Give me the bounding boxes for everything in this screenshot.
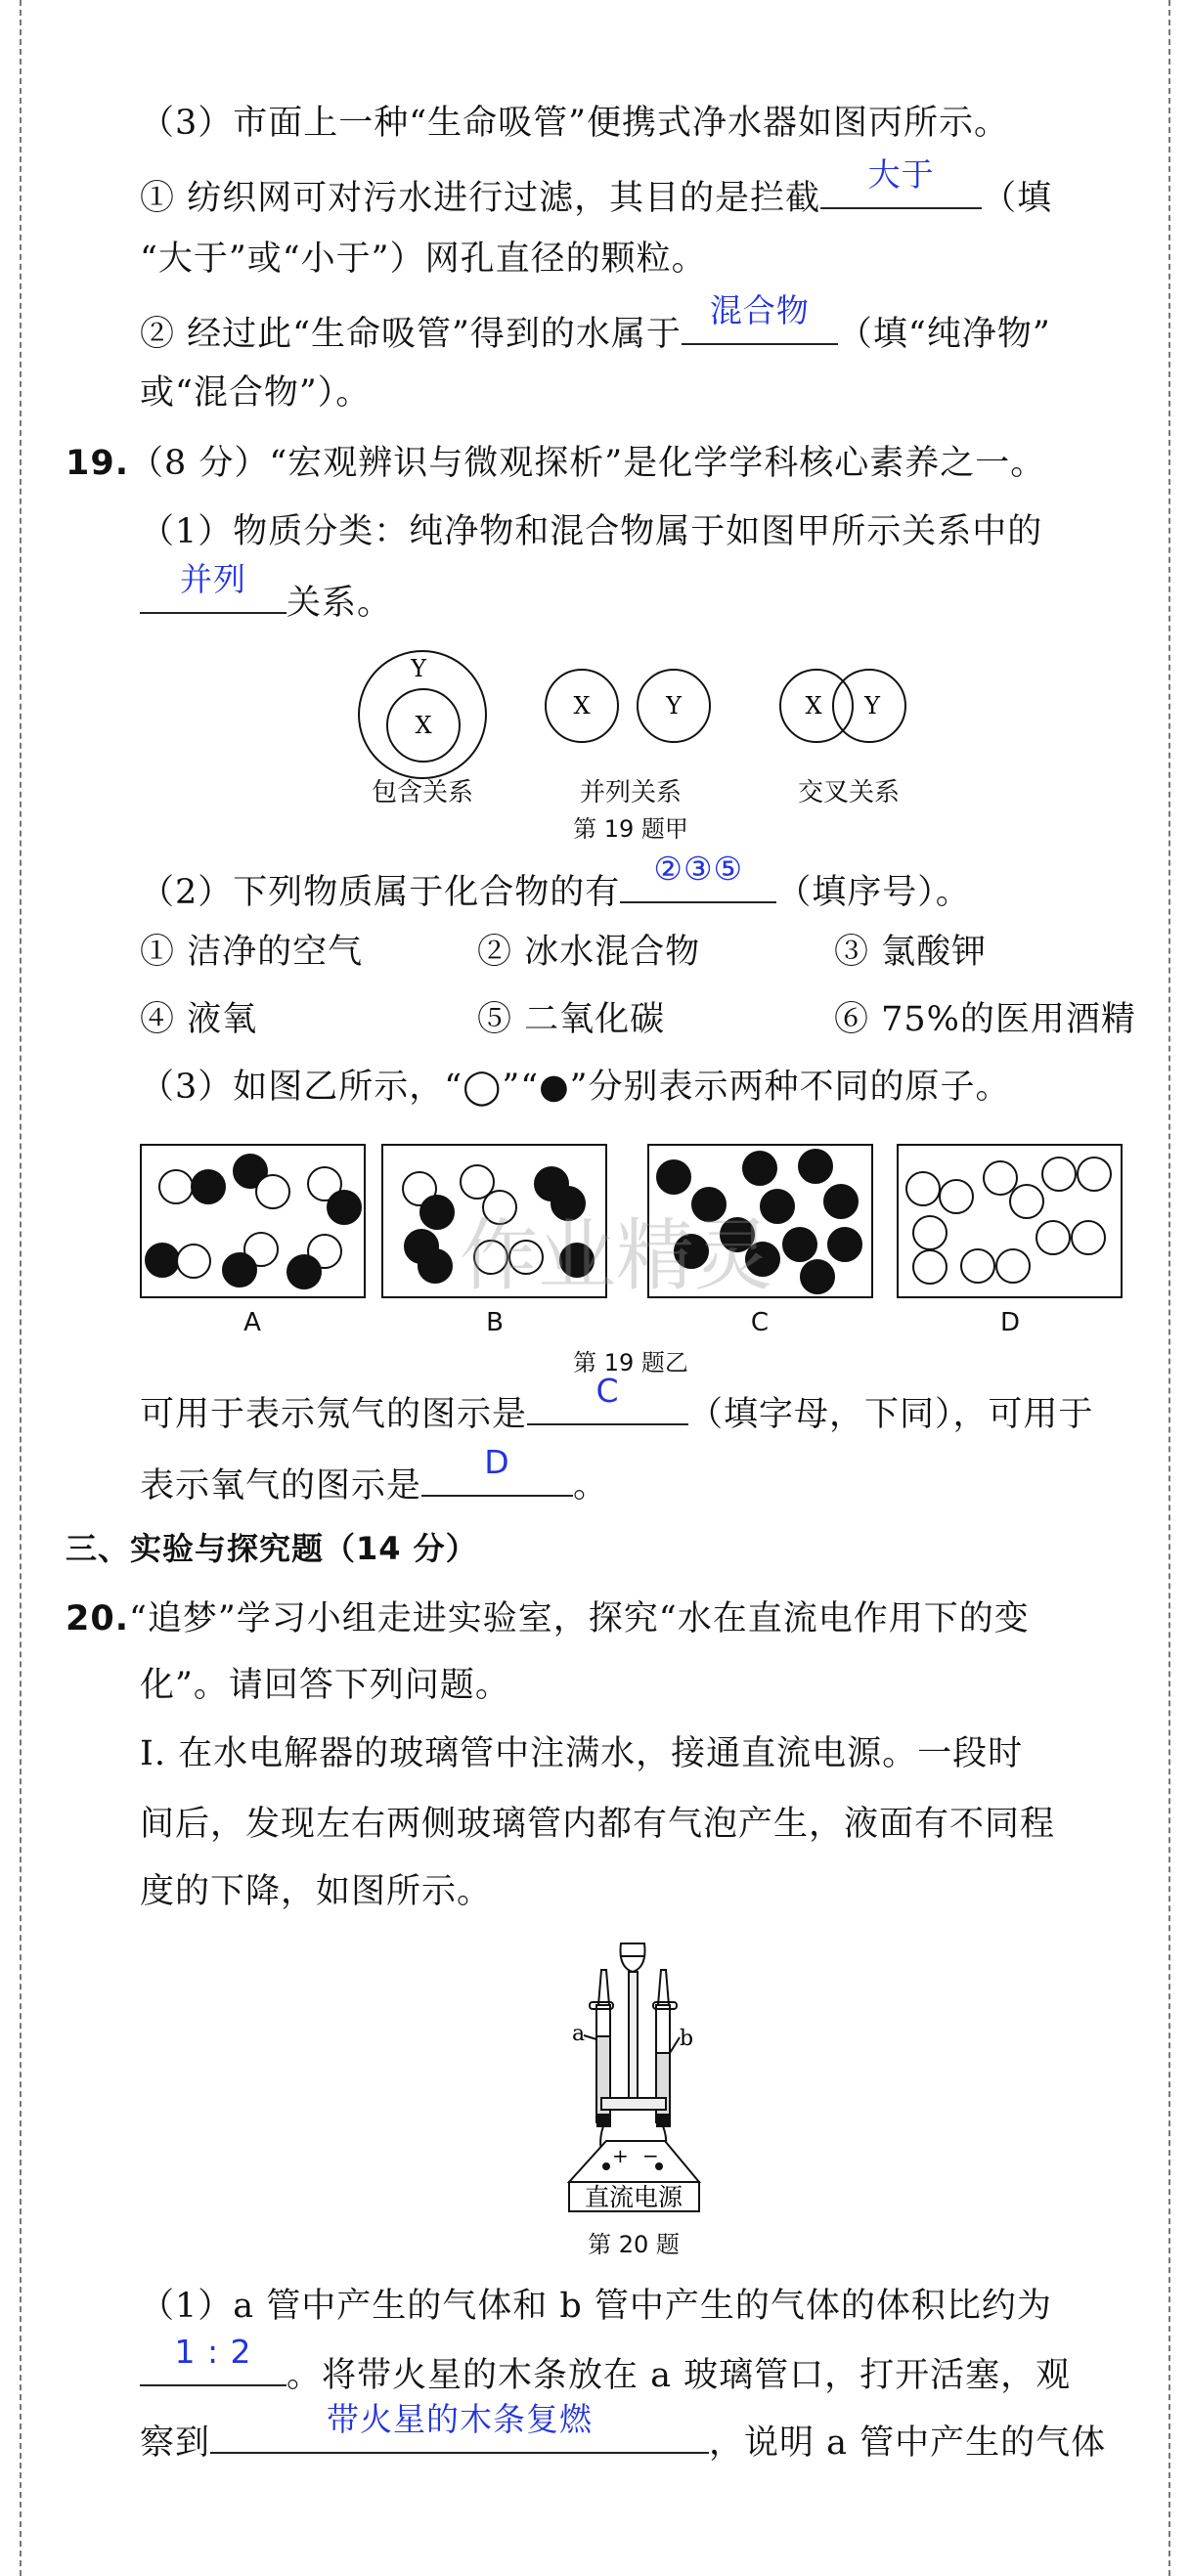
- tube-b-label: b: [680, 2027, 694, 2051]
- filled-atom: [419, 1249, 452, 1283]
- option: ④ 液氧: [140, 1000, 258, 1039]
- figure-caption: 第 19 题甲: [573, 815, 688, 843]
- q20-p1-post: 。将带火星的木条放在 a 玻璃管口，打开活塞，观: [286, 2356, 1072, 2395]
- q20-stem1: [66, 1594, 1030, 1643]
- hollow-atom: [256, 1175, 289, 1208]
- plus-sign: +: [612, 2144, 629, 2167]
- figure-caption: 第 20 题: [588, 2231, 680, 2258]
- filled-atom: [192, 1170, 225, 1203]
- hollow-atom: [913, 1216, 947, 1249]
- filled-atom: [801, 1260, 834, 1293]
- hollow-atom: [906, 1172, 940, 1205]
- answer-text: D: [484, 1443, 510, 1481]
- filled-atom: [657, 1160, 690, 1194]
- box-label-c: C: [750, 1308, 770, 1337]
- hollow-atom: [177, 1244, 210, 1278]
- q19-p2-text: （2）下列物质属于化合物的有: [140, 873, 621, 912]
- box-label-d: D: [999, 1308, 1021, 1337]
- q19-oxygen-text: 表示氧气的图示是: [140, 1466, 422, 1506]
- answer-text: ②③⑤: [653, 850, 744, 888]
- answer-text: 大于: [867, 155, 935, 194]
- hollow-atom: [1042, 1157, 1076, 1191]
- filled-atom: [743, 1152, 776, 1185]
- q18-s1-text: ① 纺织网可对污水进行过滤，其目的是拦截: [140, 179, 821, 218]
- venn-label-cross: 交叉关系: [797, 778, 901, 808]
- q20-i1: Ⅰ. 在水电解器的玻璃管中注满水，接通直流电源。一段时: [140, 1734, 1024, 1773]
- filled-atom: [828, 1228, 861, 1261]
- option: ⑤ 二氧化碳: [477, 1000, 666, 1039]
- option: ① 洁净的空气: [140, 933, 364, 972]
- watermark: 作业精灵: [460, 1210, 772, 1301]
- q18-part3: （3）市面上一种“生命吸管”便携式净水器如图丙所示。: [140, 104, 1010, 143]
- q18-s2-text: ② 经过此“生命吸管”得到的水属于: [140, 315, 682, 354]
- filled-atom: [783, 1228, 816, 1261]
- hollow-atom: [1078, 1157, 1111, 1191]
- q19-p1: （1）物质分类：纯净物和混合物属于如图甲所示关系中的: [140, 512, 1043, 551]
- option: ③ 氯酸钾: [834, 933, 988, 972]
- hollow-atom: [913, 1250, 947, 1284]
- venn-x-label: X: [415, 712, 432, 739]
- q19-stem-text: （8 分）“宏观辨识与微观探析”是化学学科核心素养之一。: [129, 444, 1046, 483]
- figure-caption: 第 19 题乙: [573, 1349, 688, 1376]
- hollow-atom: [1072, 1221, 1105, 1254]
- venn-x-label: X: [573, 692, 591, 720]
- venn-label-parallel: 并列关系: [579, 778, 683, 808]
- minus-sign: −: [642, 2144, 659, 2167]
- q20-stem2: 化”。请回答下列问题。: [140, 1666, 510, 1705]
- q18-s1-cont: “大于”或“小于”）网孔直径的颗粒。: [140, 240, 707, 279]
- filled-atom: [287, 1255, 321, 1288]
- option: ⑥ 75%的医用酒精: [834, 1000, 1136, 1039]
- venn-y-label: Y: [411, 655, 426, 682]
- venn-y-label: Y: [864, 692, 880, 720]
- q20-p1-cont: [140, 2333, 1072, 2400]
- power-supply-label: 直流电源: [584, 2183, 683, 2211]
- q19-oxygen: [140, 1443, 609, 1510]
- q20-p1: （1）a 管中产生的气体和 b 管中产生的气体的体积比约为: [140, 2287, 1052, 2326]
- filled-atom: [824, 1185, 858, 1218]
- answer-blank[interactable]: [527, 1372, 688, 1425]
- answer-blank[interactable]: [421, 1443, 573, 1497]
- question-number: 19.: [66, 444, 130, 483]
- q18-s2-cont: 或“混合物”）。: [140, 373, 372, 413]
- hollow-atom: [1010, 1185, 1043, 1218]
- q19-neon-text: 可用于表示氖气的图示是: [140, 1395, 528, 1434]
- hollow-atom: [984, 1161, 1017, 1195]
- tube-a-label: a: [572, 2022, 586, 2046]
- positive-terminal: [602, 2162, 610, 2170]
- hollow-atom: [159, 1170, 193, 1203]
- q20-p2-post: ，说明 a 管中产生的气体: [709, 2423, 1107, 2463]
- box-label-b: B: [486, 1308, 504, 1337]
- answer-text: 带火星的木条复燃: [327, 2400, 594, 2438]
- filled-atom: [420, 1196, 454, 1229]
- venn-label-include: 包含关系: [371, 778, 474, 808]
- venn-y-label: Y: [666, 692, 682, 720]
- filled-atom: [328, 1191, 361, 1224]
- q20-stem-text: “追梦”学习小组走进实验室，探究“水在直流电作用下的变: [129, 1599, 1030, 1638]
- question-number: 20.: [66, 1599, 130, 1638]
- q19-neon: [140, 1372, 1094, 1439]
- q18-s1-post: （填: [982, 179, 1053, 218]
- q18-s2-post: （填“纯净物”: [837, 315, 1051, 354]
- filled-atom: [146, 1244, 179, 1277]
- answer-blank[interactable]: [140, 2333, 286, 2386]
- venn-x-label: X: [805, 692, 822, 720]
- section-heading: 三、实验与探究题（14 分）: [66, 1530, 478, 1567]
- q19-oxygen-post: 。: [573, 1466, 609, 1506]
- hollow-atom: [996, 1249, 1030, 1283]
- option: ② 冰水混合物: [477, 933, 701, 972]
- answer-blank[interactable]: [210, 2400, 709, 2454]
- answer-text: C: [595, 1372, 620, 1410]
- hollow-atom: [940, 1180, 973, 1213]
- filled-atom: [799, 1150, 832, 1183]
- q20-p2: [140, 2400, 1107, 2467]
- q19-p3: （3）如图乙所示，“◯”“●”分别表示两种不同的原子。: [140, 1068, 1011, 1107]
- hollow-atom: [961, 1249, 994, 1283]
- filled-atom: [223, 1253, 256, 1287]
- q20-i3: 度的下降，如图所示。: [140, 1872, 493, 1911]
- electrolysis-apparatus: [528, 1877, 743, 2268]
- q19-neon-post: （填字母，下同），可用于: [688, 1395, 1094, 1434]
- hollow-atom: [1036, 1221, 1070, 1254]
- q20-i2: 间后，发现左右两侧玻璃管内都有气泡产生，液面有不同程: [140, 1805, 1056, 1844]
- q19-p2-post: （填序号）。: [776, 873, 971, 912]
- answer-text: 并列: [180, 560, 246, 598]
- box-label-a: A: [243, 1308, 261, 1337]
- answer-text: 1 : 2: [174, 2333, 252, 2371]
- q20-p2-text: 察到: [140, 2423, 211, 2463]
- q19-p1-post: 关系。: [286, 584, 393, 623]
- answer-text: 混合物: [709, 291, 810, 329]
